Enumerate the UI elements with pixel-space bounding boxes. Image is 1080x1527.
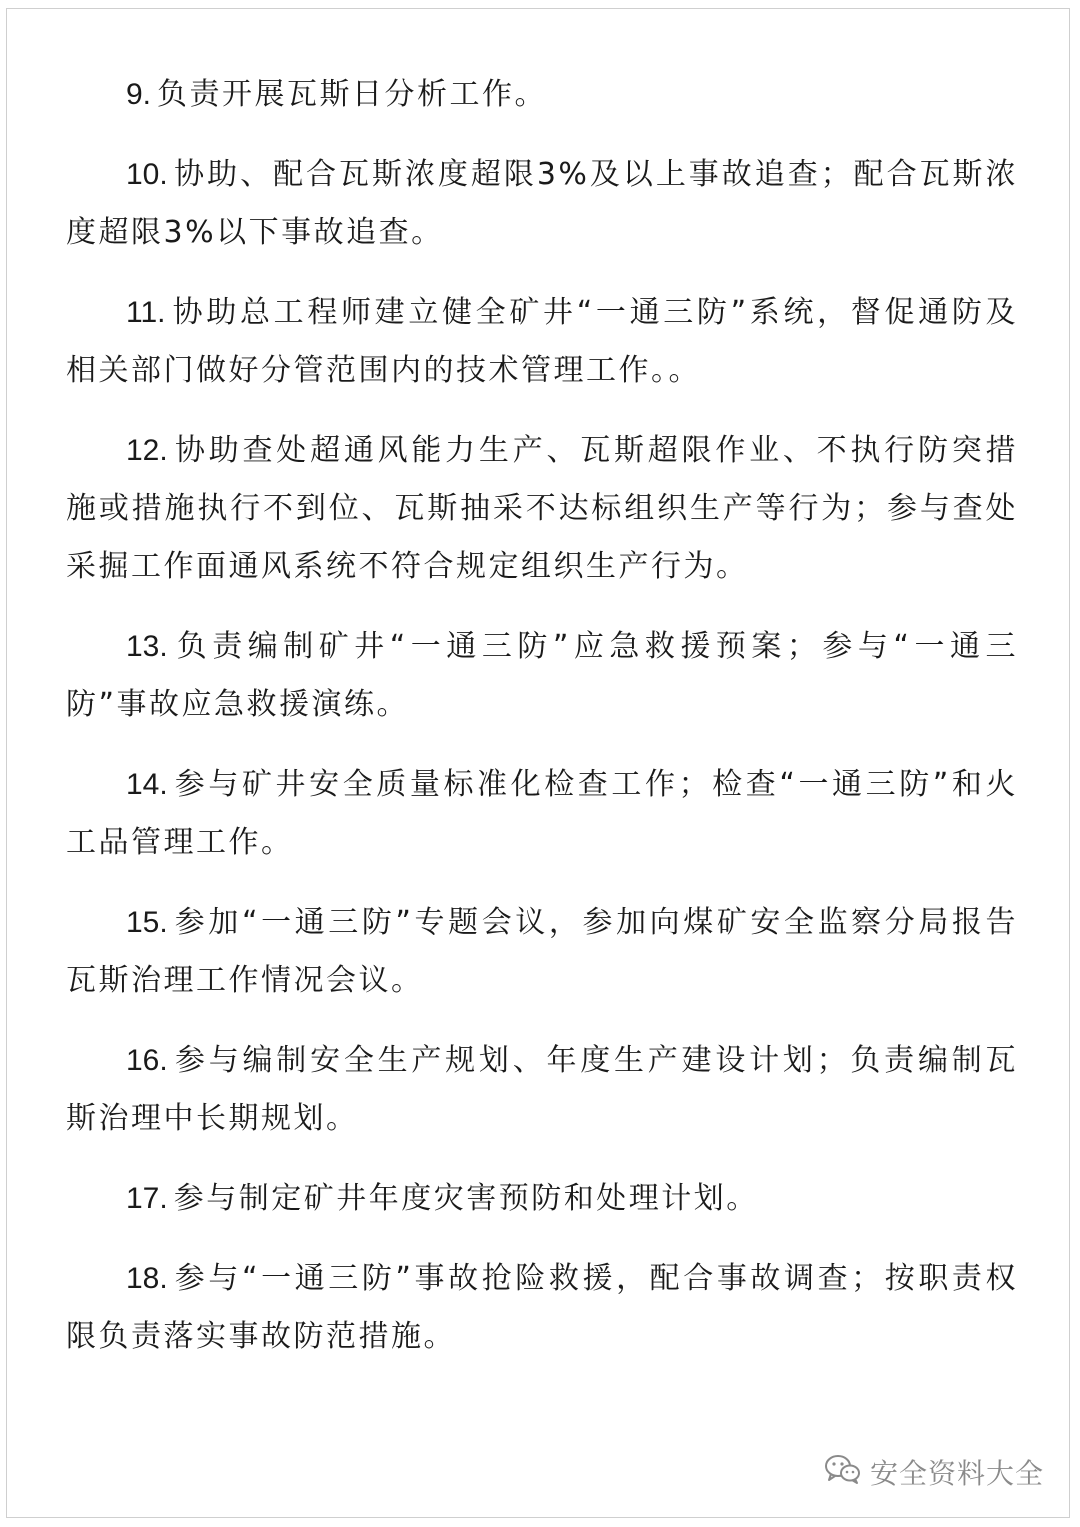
item-number: 13. — [126, 630, 168, 663]
item-text: 参加“一通三防”专题会议，参加向煤矿安全监察分局报告瓦斯治理工作情况会议。 — [66, 905, 1018, 998]
item-text: 参与“一通三防”事故抢险救援，配合事故调查；按职责权限负责落实事故防范措施。 — [66, 1261, 1018, 1354]
item-text: 协助总工程师建立健全矿井“一通三防”系统，督促通防及相关部门做好分管范围内的技术管理工作。。 — [66, 295, 1018, 388]
item-number: 14. — [126, 768, 168, 801]
item-text: 协助、配合瓦斯浓度超限3%及以上事故追查；配合瓦斯浓度超限3%以下事故追查。 — [66, 157, 1018, 250]
list-item — [66, 146, 1018, 262]
item-number: 16. — [126, 1044, 168, 1077]
item-number: 10. — [126, 158, 168, 191]
item-text: 参与矿井安全质量标准化检查工作；检查“一通三防”和火工品管理工作。 — [66, 767, 1018, 860]
list-item — [66, 1170, 1018, 1228]
item-number: 17. — [126, 1182, 168, 1215]
list-item — [66, 894, 1018, 1010]
list-item — [66, 1250, 1018, 1366]
item-number: 12. — [126, 434, 168, 467]
list-item — [66, 618, 1018, 734]
list-item — [66, 66, 1018, 124]
item-text: 负责开展瓦斯日分析工作。 — [157, 77, 548, 112]
list-item — [66, 756, 1018, 872]
item-text: 协助查处超通风能力生产、瓦斯超限作业、不执行防突措施或措施执行不到位、瓦斯抽采不达标组织生产等行为；参与查处采掘工作面通风系统不符合规定组织生产行为。 — [66, 433, 1018, 584]
list-item — [66, 422, 1018, 596]
item-text: 参与制定矿井年度灾害预防和处理计划。 — [173, 1181, 759, 1216]
list-item — [66, 1032, 1018, 1148]
document-body — [66, 66, 1018, 1388]
wechat-icon — [824, 1453, 862, 1492]
watermark-text: 安全资料大全 — [869, 1457, 1044, 1490]
item-number: 9. — [126, 78, 152, 111]
item-text: 参与编制安全生产规划、年度生产建设计划；负责编制瓦斯治理中长期规划。 — [66, 1043, 1018, 1136]
item-number: 18. — [126, 1262, 168, 1295]
item-number: 15. — [126, 906, 168, 939]
item-text: 负责编制矿井“一通三防”应急救援预案；参与“一通三防”事故应急救援演练。 — [66, 629, 1018, 722]
watermark — [824, 1452, 1044, 1492]
list-item — [66, 284, 1018, 400]
item-number: 11. — [126, 296, 166, 329]
